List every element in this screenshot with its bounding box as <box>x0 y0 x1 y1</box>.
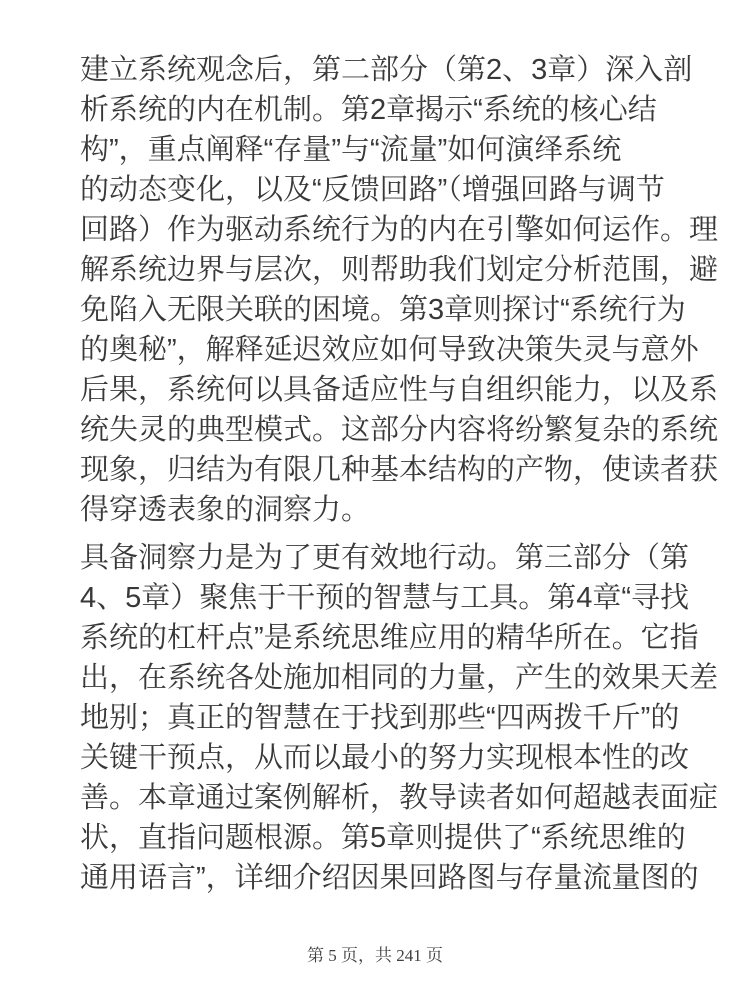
paragraph-1 <box>80 50 728 530</box>
text-line: 析系统的内在机制。第2章揭示“系统的核心结 <box>80 94 657 126</box>
text-line: 解系统边界与层次，则帮助我们划定分析范围，避 <box>80 254 719 286</box>
text-line: 关键干预点，从而以最小的努力实现根本性的改 <box>80 742 690 774</box>
text-line: 得穿透表象的洞察力。 <box>80 494 371 526</box>
text-line: 具备洞察力是为了更有效地行动。第三部分（第 <box>80 542 690 574</box>
text-line: 后果，系统何以具备适应性与自组织能力，以及系 <box>80 374 719 406</box>
text-line: 通用语言”，详细介绍因果回路图与存量流量图的 <box>80 862 699 894</box>
text-line: 状，直指问题根源。第5章则提供了“系统思维的 <box>80 822 686 854</box>
text-line: 构”，重点阐释“存量”与“流量”如何演绎系统 <box>80 134 622 166</box>
text-line: 免陷入无限关联的困境。第3章则探讨“系统行为 <box>80 294 686 326</box>
paragraph-2 <box>80 538 728 898</box>
text-line: 出，在系统各处施加相同的力量，产生的效果天差 <box>80 662 719 694</box>
text-line: 的动态变化，以及“反馈回路”（增强回路与调节 <box>80 174 665 206</box>
page-indicator: 第 5 页，共 241 页 <box>307 946 443 965</box>
text-line: 回路）作为驱动系统行为的内在引擎如何运作。理 <box>80 214 719 246</box>
text-line: 系统的杠杆点”是系统思维应用的精华所在。它指 <box>80 622 699 654</box>
text-line: 建立系统观念后，第二部分（第2、3章）深入剖 <box>80 54 693 86</box>
page-footer <box>0 944 750 968</box>
text-line: 善。本章通过案例解析，教导读者如何超越表面症 <box>80 782 719 814</box>
text-line: 统失灵的典型模式。这部分内容将纷繁复杂的系统 <box>80 414 719 446</box>
text-line: 的奥秘”，解释延迟效应如何导致决策失灵与意外 <box>80 334 699 366</box>
text-line: 地别；真正的智慧在于找到那些“四两拨千斤”的 <box>80 702 680 734</box>
text-line: 现象，归结为有限几种基本结构的产物，使读者获 <box>80 454 719 486</box>
page-content <box>80 50 728 898</box>
text-line: 4、5章）聚焦于干预的智慧与工具。第4章“寻找 <box>80 582 690 614</box>
